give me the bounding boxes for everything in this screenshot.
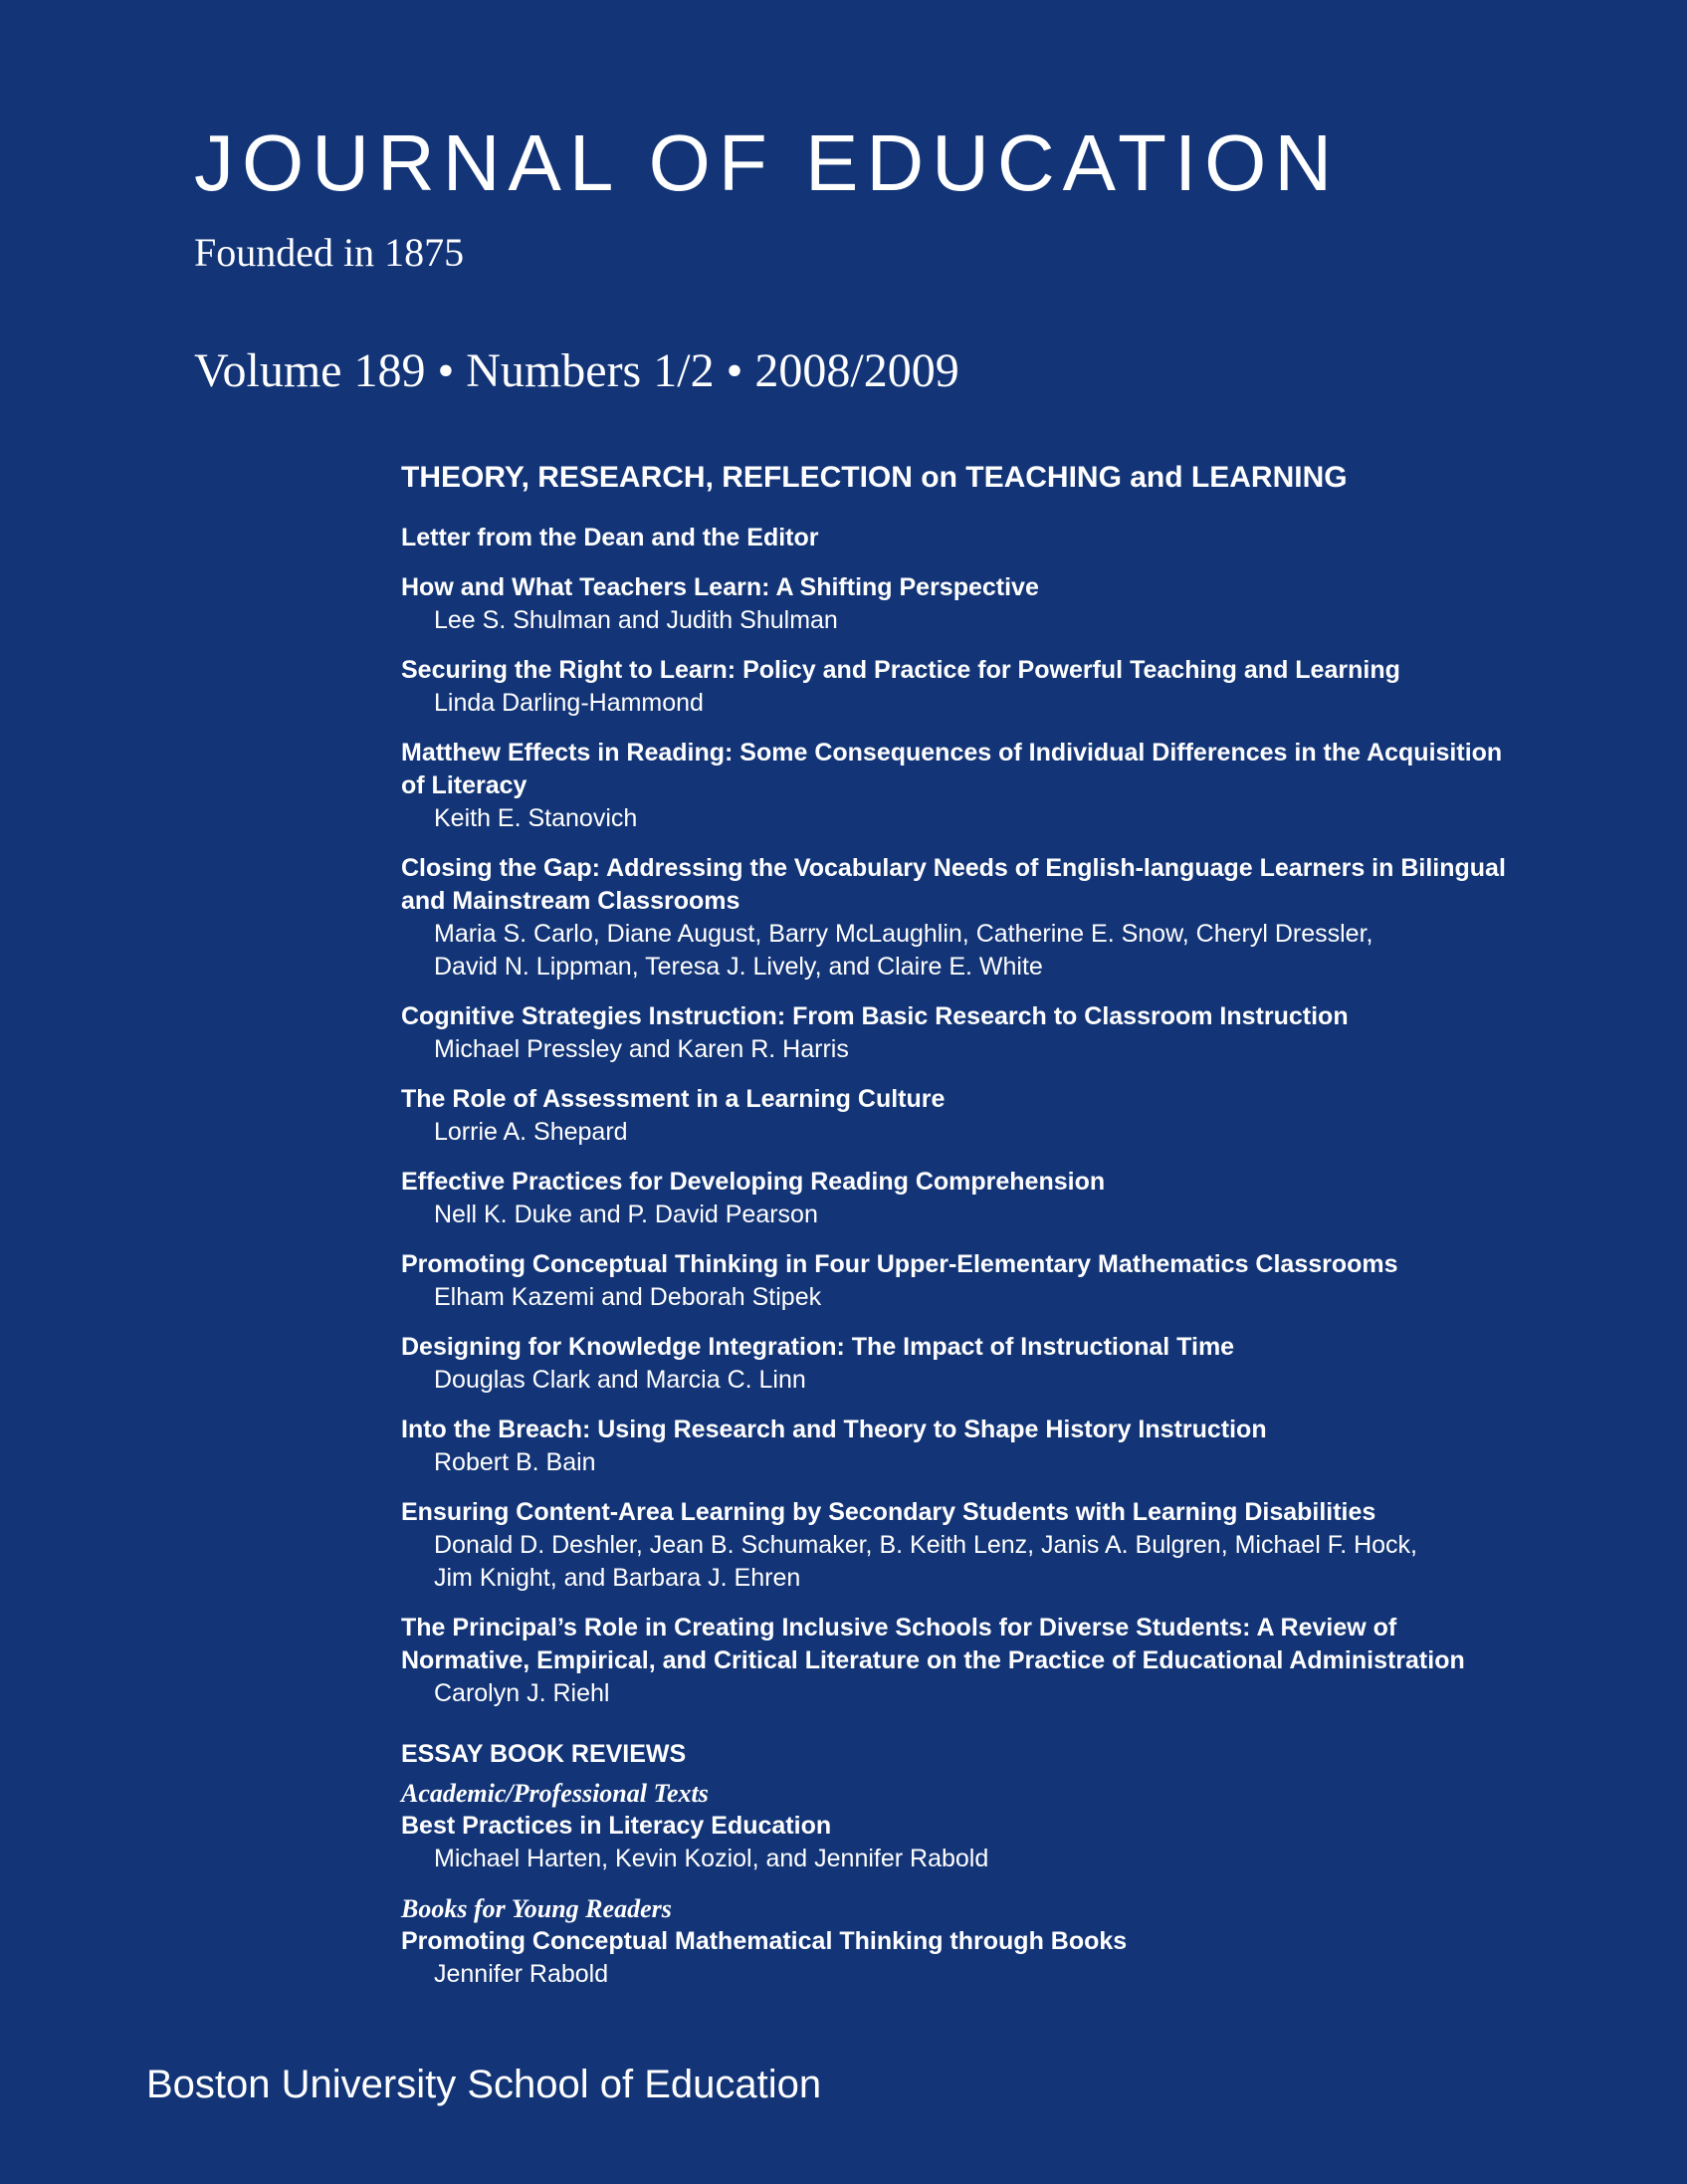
article-entry [401, 1331, 1506, 1397]
article-title: Designing for Knowledge Integration: The Impact of Instructional Time [401, 1333, 1235, 1361]
article-entry [401, 654, 1506, 720]
article-authors: Linda Darling-Hammond [434, 689, 704, 717]
article-entry [401, 1000, 1506, 1066]
article-authors: Lorrie A. Shepard [434, 1118, 628, 1146]
article-entry [401, 1248, 1506, 1314]
article-entry [401, 571, 1506, 637]
article-title: The Principal’s Role in Creating Inclusive Schools for Diverse Students: A Review of Normative, Empirical, and Critical Literature on the Practice of Educational Administration [401, 1614, 1465, 1674]
article-title: The Role of Assessment in a Learning Culture [401, 1085, 946, 1113]
article-authors: Jim Knight, and Barbara J. Ehren [434, 1564, 801, 1592]
review-category: Academic/Professional Texts [401, 1779, 709, 1808]
article-entry [401, 852, 1506, 983]
article-authors: Nell K. Duke and P. David Pearson [434, 1201, 818, 1228]
article-authors: Michael Pressley and Karen R. Harris [434, 1035, 849, 1063]
review-list [401, 1777, 1506, 1991]
article-entry [401, 1496, 1506, 1595]
article-title: Cognitive Strategies Instruction: From Basic Research to Classroom Instruction [401, 1002, 1349, 1030]
founded-line: Founded in 1875 [194, 230, 465, 275]
article-entry [401, 1083, 1506, 1149]
article-authors: Keith E. Stanovich [434, 804, 638, 832]
article-title: Promoting Conceptual Thinking in Four Upper-Elementary Mathematics Classrooms [401, 1250, 1398, 1278]
article-authors: Donald D. Deshler, Jean B. Schumaker, B. Keith Lenz, Janis A. Bulgren, Michael F. Hock, [434, 1531, 1417, 1559]
article-title: Letter from the Dean and the Editor [401, 524, 819, 551]
publisher-footer: Boston University School of Education [146, 2063, 822, 2106]
review-entry [401, 1892, 1506, 1991]
volume-issue-line: Volume 189 • Numbers 1/2 • 2008/2009 [194, 344, 959, 397]
article-authors: Elham Kazemi and Deborah Stipek [434, 1283, 822, 1311]
article-title: Matthew Effects in Reading: Some Consequences of Individual Differences in the Acquisition of Literacy [401, 739, 1503, 799]
review-entry [401, 1777, 1506, 1875]
article-list [401, 522, 1506, 1710]
article-title: Securing the Right to Learn: Policy and Practice for Powerful Teaching and Learning [401, 656, 1400, 684]
article-authors: Maria S. Carlo, Diane August, Barry McLaughlin, Catherine E. Snow, Cheryl Dressler, [434, 920, 1373, 948]
article-authors: David N. Lippman, Teresa J. Lively, and Claire E. White [434, 953, 1043, 981]
article-entry [401, 737, 1506, 835]
article-entry [401, 1166, 1506, 1231]
review-category: Books for Young Readers [401, 1894, 672, 1923]
article-title: How and What Teachers Learn: A Shifting Perspective [401, 573, 1039, 601]
article-entry [401, 1612, 1506, 1710]
table-of-contents [401, 460, 1506, 2008]
review-title: Best Practices in Literacy Education [401, 1812, 832, 1840]
article-entry [401, 522, 1506, 554]
reviews-heading: ESSAY BOOK REVIEWS [401, 1740, 687, 1768]
article-entry [401, 1414, 1506, 1479]
review-title: Promoting Conceptual Mathematical Thinking through Books [401, 1927, 1128, 1955]
article-authors: Douglas Clark and Marcia C. Linn [434, 1366, 806, 1394]
review-authors: Michael Harten, Kevin Koziol, and Jennifer Rabold [434, 1845, 989, 1872]
journal-title: JOURNAL OF EDUCATION [194, 118, 1341, 207]
article-authors: Lee S. Shulman and Judith Shulman [434, 606, 838, 634]
review-authors: Jennifer Rabold [434, 1960, 609, 1988]
article-title: Effective Practices for Developing Reading Comprehension [401, 1168, 1106, 1196]
article-title: Into the Breach: Using Research and Theory to Shape History Instruction [401, 1416, 1267, 1443]
article-title: Closing the Gap: Addressing the Vocabulary Needs of English-language Learners in Bilingual and Mainstream Classrooms [401, 854, 1506, 915]
masthead [194, 119, 1587, 398]
article-authors: Robert B. Bain [434, 1448, 596, 1476]
section-heading: THEORY, RESEARCH, REFLECTION on TEACHING and LEARNING [401, 461, 1348, 494]
article-title: Ensuring Content-Area Learning by Secondary Students with Learning Disabilities [401, 1498, 1376, 1526]
article-authors: Carolyn J. Riehl [434, 1679, 610, 1707]
